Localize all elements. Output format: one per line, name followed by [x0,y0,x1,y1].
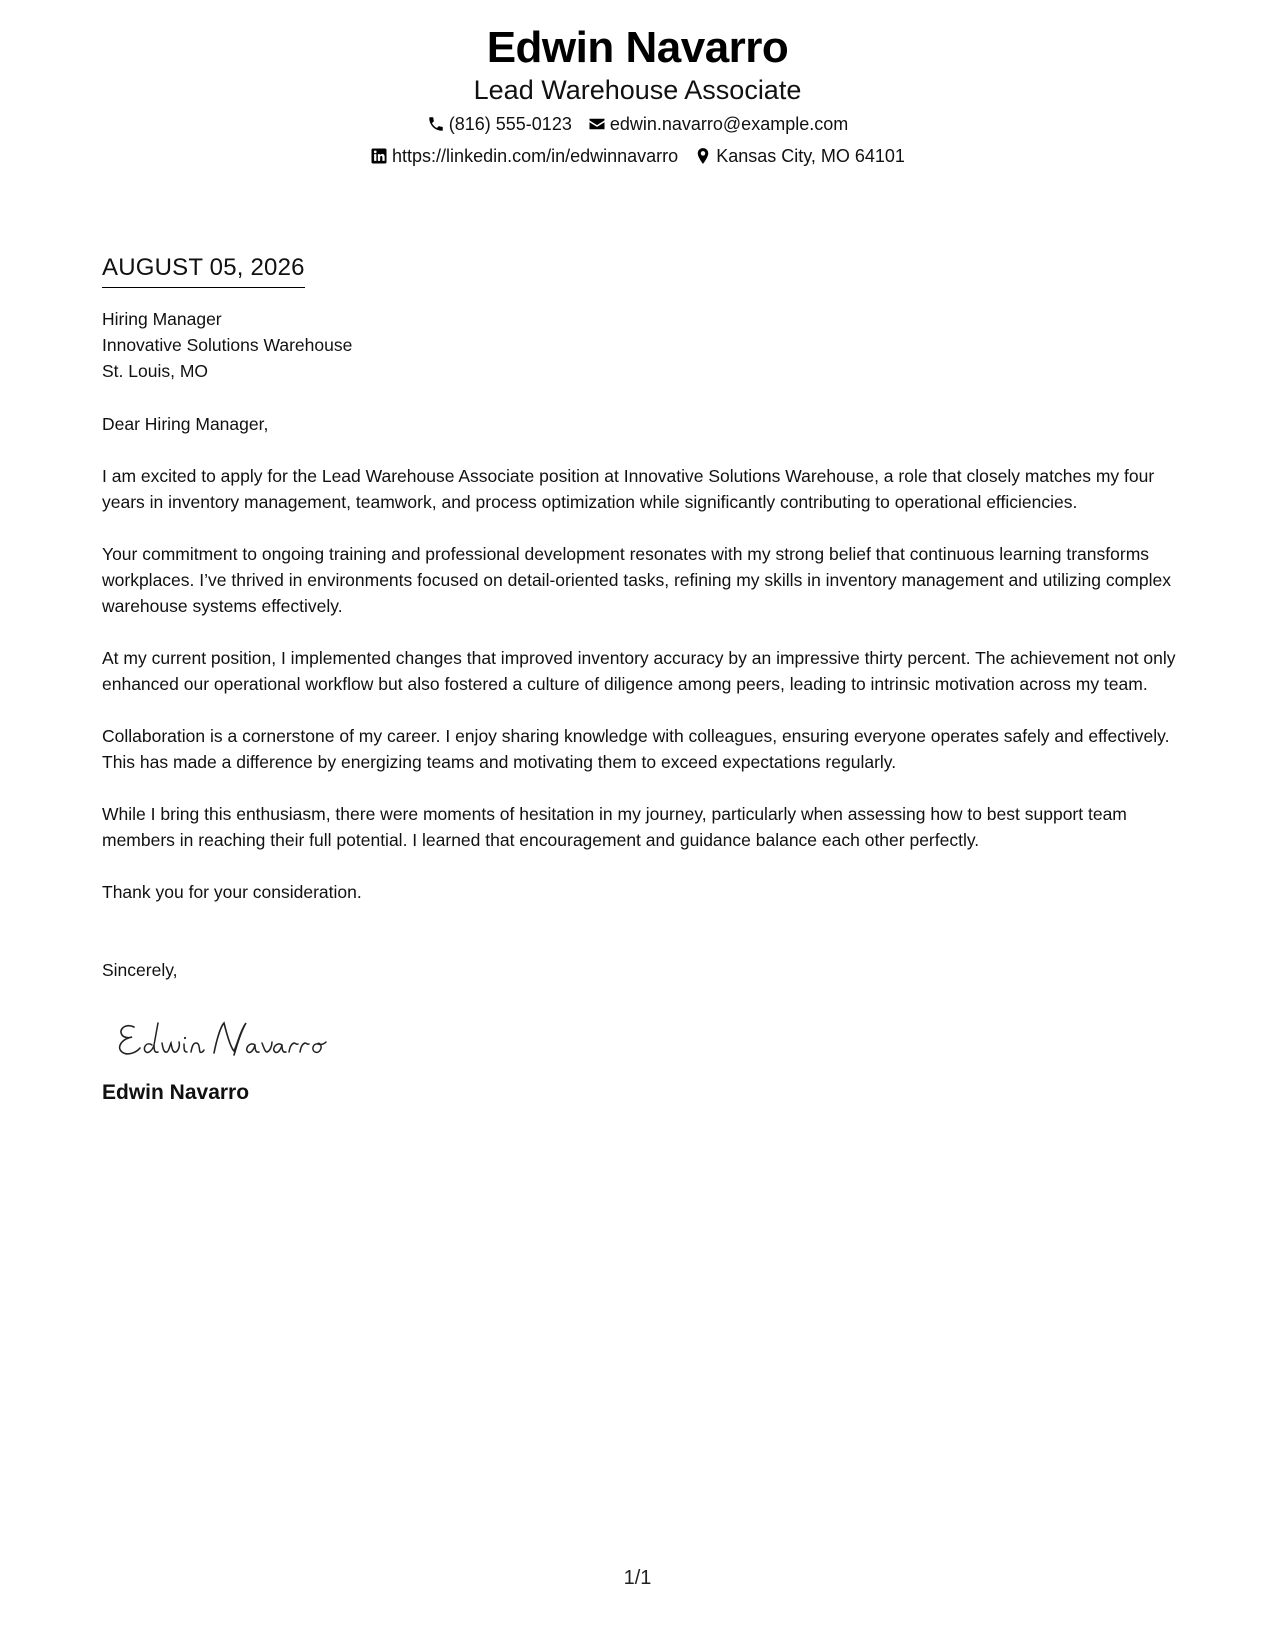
paragraph: While I bring this enthusiasm, there were moments of hesitation in my journey, particularly when assessing how to best support team members in reaching their full potential. I learned that encouragement and guidance balance each other perfectly. [102,804,1127,850]
contact-row-primary [0,112,1275,136]
envelope-icon [588,115,606,133]
recipient-company: Innovative Solutions Warehouse [102,335,353,355]
paragraph: Your commitment to ongoing training and professional development resonates with my strong belief that continuous learning transforms workplaces. I’ve thrived in environments focused on detail-oriented tasks, refining my skills in inventory management and utilizing complex warehouse systems effectively. [102,544,1171,616]
handwritten-signature [112,1013,352,1063]
map-pin-icon [694,147,712,165]
applicant-name: Edwin Navarro [486,23,789,72]
contact-linkedin [370,144,678,168]
letter-body [102,253,1177,1107]
applicant-title: Lead Warehouse Associate [473,75,802,105]
closing-thanks: Thank you for your consideration. [102,882,362,902]
paragraph: Collaboration is a cornerstone of my career. I enjoy sharing knowledge with colleagues, ensuring everyone operates safely and effectively. This has made a difference by energizing teams and motivating them to exceed expectations regularly. [102,726,1170,772]
letter-date: AUGUST 05, 2026 [102,253,305,288]
linkedin-url[interactable]: https://linkedin.com/in/edwinnavarro [392,146,679,166]
paragraph: I am excited to apply for the Lead Warehouse Associate position at Innovative Solutions Warehouse, a role that closely matches my four years in inventory management, teamwork, and process optimization while significantly contributing to operational efficiencies. [102,466,1155,512]
linkedin-icon [370,147,388,165]
recipient-block [102,306,1177,384]
signer-name: Edwin Navarro [102,1081,250,1104]
contact-phone [427,112,572,136]
salutation: Dear Hiring Manager, [102,414,269,434]
contact-email [588,112,848,136]
signoff: Sincerely, [102,960,178,980]
contact-location [694,144,905,168]
location-text: Kansas City, MO 64101 [716,146,905,166]
recipient-name: Hiring Manager [102,309,222,329]
letter-header [0,22,1275,168]
phone-number: (816) 555-0123 [448,114,572,134]
page-number: 1/1 [623,1567,652,1589]
recipient-city: St. Louis, MO [102,361,209,381]
phone-icon [427,115,445,133]
email-address[interactable]: edwin.navarro@example.com [609,114,849,134]
contact-row-secondary [0,144,1275,168]
paragraph: At my current position, I implemented changes that improved inventory accuracy by an impressive thirty percent. The achievement not only enhanced our operational workflow but also fostered a culture of diligence among peers, leading to intrinsic motivation across my team. [102,648,1176,694]
